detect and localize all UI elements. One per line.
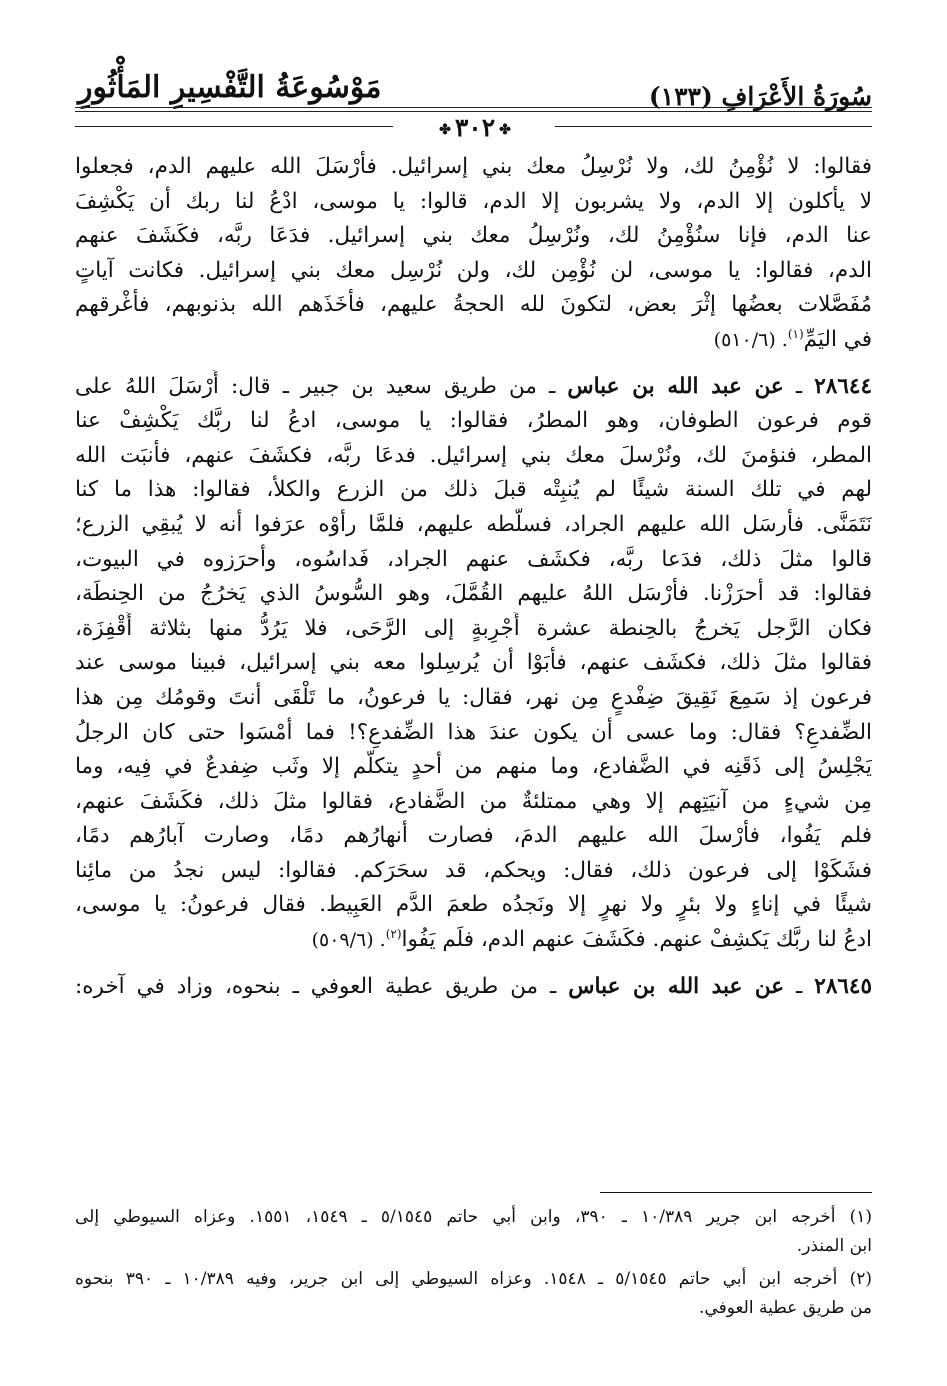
header-rule-right — [555, 126, 872, 127]
text-line: فشَكَوْا إلى فرعون ذلك، فقال: ويحكم، قد سحَرَكم. فقالوا: ليس نجدُ من مائِنا — [75, 857, 872, 883]
header-rule-top-thin — [75, 111, 872, 112]
text-line: قوم فرعون الطوفان، وهو المطرُ، فقالوا: يا موسى، ادعُ لنا ربَّك يَكْشِفْ عنا — [75, 408, 872, 434]
narration-number: ٢٨٦٤٤ — [814, 373, 872, 399]
footnote-separator — [600, 1192, 872, 1193]
footnote-line: ابن المنذر. — [796, 1236, 872, 1256]
text-line: فقالوا: لا نُؤْمِنُ لك، ولا نُرْسِلُ معك بني إسرائيل. فأَرْسَلَ الله عليهم الدم، فجعلوا — [75, 154, 872, 179]
text-line: فكان الرَّجل يَخرجُ بالحِنطة عشرة أَجْرِبةٍ إلى الرَّحَى، فلا يَرُدُّ منها بثلاثة أَقْفِزَة، — [75, 615, 872, 641]
text-line: فرعون إذ سَمِعَ نَقِيقَ ضِفْدعٍ مِن نهر، فقال: يا فرعونُ، ما تَلْقَى أنتَ وقومُك مِن هذا — [75, 684, 872, 710]
narration-number: ٢٨٦٤٥ — [814, 973, 872, 999]
text-line: يَجْلِسُ إلى ذَقَنِه في الضَّفادع، وما منهم من أحدٍ يتكلَّم إلا وثَب ضِفدعٌ في فِيه، وما — [75, 754, 872, 780]
paragraph-first-line: ٢٨٦٤٤ ـ عن عبد الله بن عباس ـ من طريق سعيد بن جبير ـ قال: أَرْسَلَ اللهُ على — [75, 373, 872, 399]
text-line: فقالوا مثلَ ذلك، فكشَف عنهم، فأبَوْا أن يُرسِلوا معه بني إسرائيل، فبينا موسى عند — [75, 650, 872, 676]
text-line: نَتَمَنَّى. فأرسَل الله عليهم الجراد، فسلَّطه عليهم، فلمَّا رأوْه عرَفوا أنه لا يُبقِي الزرع؛ — [75, 511, 872, 537]
surah-header: سُورَةُ الأَعْرَافِ (١٣٣) — [648, 82, 872, 111]
footnotes — [75, 1203, 872, 1323]
header-rule-left — [75, 126, 393, 127]
paragraph-first-line: ٢٨٦٤٥ ـ عن عبد الله بن عباس ـ من طريق عطية العوفي ـ بنحوه، وزاد في آخره: — [75, 973, 872, 999]
text-fragment: في اليَمِّ — [803, 326, 872, 352]
text-line: الضِّفدعِ؟ فقال: وما عسى أن يكون عندَ هذا الضِّفدعِ؟! فما أمْسَوا حتى كان الرجلُ — [75, 719, 872, 745]
page-number-block — [400, 113, 550, 142]
text-line: الدم، فقالوا: يا موسى، لن نُؤْمِن لك، ولن نُرْسِل معك بني إسرائيل. فكانت آياتٍ — [75, 257, 872, 283]
volume-reference: . (٥١٠/٦) — [713, 328, 788, 351]
text-line: قالوا مثلَ ذلك، فدَعا ربَّه، فكشَف عنهم الجراد، فَداسُوه، وأحرَزوه في البيوت، — [75, 546, 872, 572]
ornament-icon: ✤ — [439, 121, 451, 138]
narrator-name: عن عبد الله بن عباس — [568, 973, 785, 999]
text-fragment: ـ من طريق عطية العوفي ـ بنحوه، وزاد في آخره: — [75, 973, 557, 999]
text-fragment: ادعُ لنا ربَّك يَكشِفْ عنهم. فكَشَفَ عنهم الدم، فلَم يَفُوا — [401, 927, 872, 953]
text-line: لا يأكلون إلا الدم، ولا يشربون إلا الدم، قالوا: يا موسى، ادْعُ لنا ربك أن يَكْشِفَ — [75, 188, 872, 214]
text-line: مُفَصَّلات بعضُها إثْرَ بعض، لتكونَ لله الحجةُ عليهم، فأَخَذَهم الله بذنوبهم، فأغْرقهم — [75, 292, 872, 318]
main-text — [75, 150, 872, 1004]
footnote-line: من طريق عطية العوفي. — [699, 1298, 872, 1318]
ornament-icon: ✤ — [499, 121, 511, 138]
page-number: ٣٠٢ — [454, 113, 496, 142]
footnote-marker: (٢) — [385, 926, 402, 941]
text-line: شيئًا في إناءٍ ولا بئرٍ ولا نهرٍ إلا ونَجدُه طعمَ الدَّم العَبِيط. فقال فرعونُ: يا موسى، — [75, 892, 872, 918]
text-line: فقالوا: قد أحرَزْنا. فأرْسَل اللهُ عليهم القُمَّلَ، وهو السُّوسُ الذي يَخرُجُ من الحِنطَة، — [75, 581, 872, 607]
text-line: مِن شيءٍ من آنيَتِهم إلا وهي ممتلئةٌ من الضَّفادع، فقالوا مثلَ ذلك، فكَشَفَ عنهم، — [75, 788, 872, 814]
header-rule-top — [75, 107, 872, 108]
text-line — [75, 923, 872, 958]
footnote-marker: (١) — [787, 326, 804, 341]
text-line: لهم في تلك السنة شيئًا لم يُنبِتْه قبلَ ذلك من الزرع والكلأ، فقالوا: هذا ما كنا — [75, 477, 872, 503]
book-title: مَوْسُوعَةُ التَّفْسِيرِ المَأْثُورِ — [78, 70, 382, 105]
text-line — [75, 323, 872, 358]
footnote-line: (٢) أخرجه ابن أبي حاتم ٥/١٥٤٥ ـ ١٥٤٨. وعزاه السيوطي إلى ابن جرير، وفيه ١٠/٣٨٩ ـ ٣٩٠ بنحوه — [75, 1269, 872, 1289]
footnote-line: (١) أخرجه ابن جرير ١٠/٣٨٩ ـ ٣٩٠، وابن أبي حاتم ٥/١٥٤٥ ـ ١٥٤٩، ١٥٥١. وعزاه السيوطي إلى — [75, 1207, 872, 1227]
text-line: عنا الدم، فإنا سنُؤْمِنُ لك، ونُرْسِلُ معك بني إسرائيل. فدَعَا ربَّه، فكَشَفَ عنهم — [75, 223, 872, 249]
narrator-name: عن عبد الله بن عباس — [567, 373, 784, 399]
text-line: فلم يَفُوا، فأرْسلَ الله عليهم الدمَ، فصارت أنهارُهم دمًا، وصارت آبارُهم دمًا، — [75, 823, 872, 849]
volume-reference: . (٥٠٩/٦) — [311, 929, 386, 952]
text-fragment: ـ من طريق سعيد بن جبير ـ قال: أَرْسَلَ اللهُ على — [75, 373, 556, 399]
text-line: المطر، فنؤمنَ لك، ونُرْسلَ معك بني إسرائيل. فدعَا ربَّه، فكشَفَ عنهم، فأنبَت الله — [75, 442, 872, 468]
